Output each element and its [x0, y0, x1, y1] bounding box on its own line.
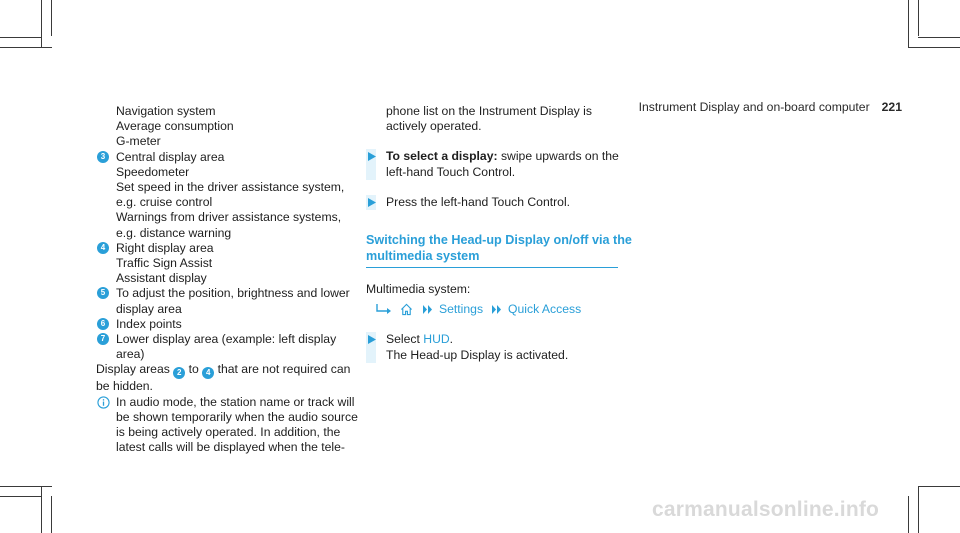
legend-label: Right display area [116, 240, 214, 255]
legend-label: Index points [116, 316, 182, 331]
callout-number: 3 [97, 151, 109, 163]
list-line: area) [116, 347, 145, 362]
instruction-step [366, 195, 628, 210]
step-text: Select [386, 332, 420, 347]
menu-path-quick-access[interactable]: Quick Access [508, 302, 582, 317]
crop-mark [0, 37, 42, 38]
info-icon [97, 396, 110, 409]
double-chevron-icon [492, 305, 502, 314]
legend-label: To adjust the position, brightness and lower [116, 286, 350, 301]
menu-path-settings[interactable]: Settings [439, 302, 484, 317]
list-line: display area [116, 301, 182, 316]
step-arrow-icon [368, 152, 376, 161]
legend-item [96, 150, 358, 165]
step-arrow-icon [368, 198, 376, 207]
display-areas-text [96, 362, 358, 379]
crop-mark [918, 0, 919, 36]
step-arrow-icon [368, 335, 376, 344]
return-arrow-icon [376, 304, 392, 316]
text-fragment: . [449, 332, 454, 347]
page-header [639, 100, 902, 115]
multimedia-label: Multimedia system: [366, 282, 471, 297]
legend-item [96, 332, 358, 347]
instruction-step [366, 149, 628, 179]
crop-mark [51, 0, 52, 36]
instruction-step [366, 332, 628, 362]
menu-path [366, 302, 628, 317]
list-line: Traffic Sign Assist [116, 256, 213, 271]
callout-number: 7 [97, 333, 109, 345]
crop-mark [51, 496, 52, 533]
list-line: Average consumption [116, 119, 234, 134]
callout-number: 4 [202, 367, 214, 379]
text-fragment: to [188, 362, 199, 377]
note-line: latest calls will be displayed when the tele- [116, 440, 345, 455]
crop-mark [918, 486, 960, 487]
list-line: Assistant display [116, 271, 207, 286]
heading-line: Switching the Head-up Display on/off via the [366, 233, 632, 248]
info-note [96, 395, 358, 456]
crop-mark [0, 47, 52, 48]
page-number: 221 [881, 100, 902, 114]
text-fragment: Display areas [96, 362, 170, 377]
list-line: e.g. cruise control [116, 195, 213, 210]
note-line: In audio mode, the station name or track will [116, 394, 355, 409]
watermark: carmanualsonline.info [652, 498, 880, 521]
step-text: Press the left-hand Touch Control. [386, 194, 571, 209]
callout-number: 5 [97, 287, 109, 299]
note-line: is being actively operated. In addition, the [116, 425, 341, 440]
note-line: be shown temporarily when the audio source [116, 409, 358, 424]
step-text: left-hand Touch Control. [386, 164, 516, 179]
crop-mark [41, 486, 42, 533]
list-line: Set speed in the driver assistance system, [116, 180, 345, 195]
legend-label: Central display area [116, 149, 225, 164]
list-line: G-meter [116, 134, 161, 149]
note-continuation: phone list on the Instrument Display is [386, 104, 592, 118]
callout-number: 6 [97, 318, 109, 330]
note-continuation: actively operated. [386, 119, 482, 134]
list-line: Warnings from driver assistance systems, [116, 210, 342, 225]
callout-number: 2 [173, 367, 185, 379]
list-line: e.g. distance warning [116, 225, 232, 240]
legend-item [96, 241, 358, 256]
legend-item [96, 317, 358, 332]
list-line: Navigation system [116, 104, 216, 118]
crop-mark [918, 486, 919, 533]
text-fragment: that are not required can [217, 362, 351, 377]
section-heading [366, 232, 632, 268]
crop-mark [41, 0, 42, 48]
paragraph-line: be hidden. [96, 379, 153, 394]
crop-mark [908, 496, 909, 533]
crop-mark [918, 37, 960, 38]
step-title: To select a display: [386, 149, 498, 164]
crop-mark [0, 486, 52, 487]
callout-number: 4 [97, 242, 109, 254]
list-line: Speedometer [116, 164, 190, 179]
header-title: Instrument Display and on-board computer [638, 100, 870, 114]
step-text: swipe upwards on the [500, 149, 619, 164]
hud-link[interactable]: HUD [423, 332, 450, 347]
home-icon[interactable] [400, 303, 413, 316]
heading-line: multimedia system [366, 249, 480, 264]
double-chevron-icon [423, 305, 433, 314]
right-column [366, 104, 632, 363]
legend-item [96, 286, 358, 301]
legend-label: Lower display area (example: left display [116, 332, 337, 347]
crop-mark [0, 496, 42, 497]
step-result: The Head-up Display is activated. [386, 347, 569, 362]
crop-mark [908, 0, 909, 48]
left-column [96, 104, 358, 455]
crop-mark [908, 47, 960, 48]
